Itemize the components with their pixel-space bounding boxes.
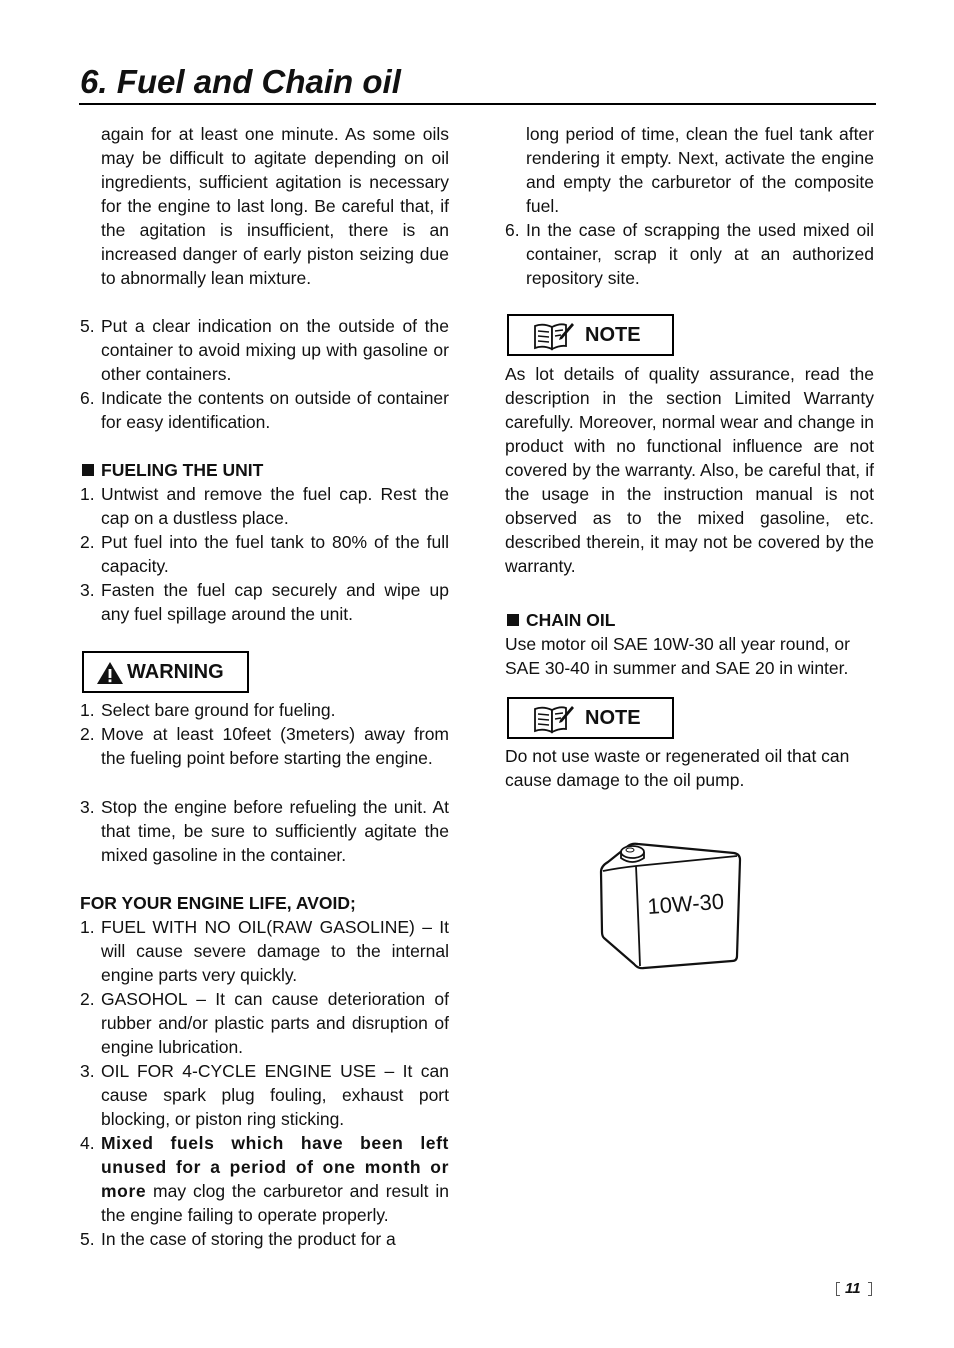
fueling-heading (80, 458, 449, 482)
list-text: In the case of storing the product for a (101, 1229, 396, 1249)
note-paragraph: Do not use waste or regenerated oil that can cause damage to the oil pump. (505, 746, 850, 790)
list-text: Select bare ground for fueling. (101, 700, 336, 720)
list-number: 6. (505, 220, 520, 240)
intro-paragraph: again for at least one minute. As some oils may be difficult to agitate depending on oil ingredients, sufficient agitation is necessary for the engine to last long. Be careful that, if the agitation is insufficient, there is an increased danger of early piston seizing due to abnormally lean mixture. (101, 124, 449, 288)
list-text: Put a clear indication on the outside of the container to avoid mixing up with gasoline or other containers. (101, 316, 449, 384)
oil-container-icon (598, 840, 744, 974)
list-text: Move at least 10feet (3meters) away from the fueling point before starting the engine. (101, 724, 449, 768)
note-book-pencil-icon (533, 321, 575, 356)
heading-text: CHAIN OIL (526, 610, 616, 630)
heading-text: FUELING THE UNIT (101, 460, 264, 480)
list-text: may clog the carburetor and result in the engine failing to operate properly. (101, 1181, 449, 1225)
list-item (80, 795, 449, 867)
list-number: 3. (80, 580, 95, 600)
list-number: 5. (80, 316, 95, 336)
list-text: OIL FOR 4-CYCLE ENGINE USE – It can cause spark plug fouling, exhaust port blocking, or piston ring sticking. (101, 1061, 449, 1129)
list-number: 2. (80, 724, 95, 744)
list-text: Put fuel into the fuel tank to 80% of the full capacity. (101, 532, 449, 576)
list-item (80, 987, 449, 1059)
chain-oil-paragraph: Use motor oil SAE 10W-30 all year round, or SAE 30-40 in summer and SAE 20 in winter. (505, 634, 850, 678)
list-number: 2. (80, 989, 95, 1009)
page-number (834, 1279, 874, 1299)
page-number-text: 11 (845, 1280, 861, 1297)
warning-triangle-icon (96, 661, 124, 690)
list-text: Indicate the contents on outside of container for easy identification. (101, 388, 449, 432)
avoid-heading: FOR YOUR ENGINE LIFE, AVOID; (80, 893, 356, 913)
left-column (80, 0, 449, 1348)
list-number: 5. (80, 1229, 95, 1249)
list-item (80, 386, 449, 434)
note-box (507, 697, 674, 739)
chain-oil-heading (505, 608, 874, 632)
list-item (80, 722, 449, 770)
list-item (505, 218, 874, 290)
list-number: 3. (80, 1061, 95, 1081)
oil-grade-label: 10W-30 (646, 888, 725, 919)
continued-paragraph: long period of time, clean the fuel tank after rendering it empty. Next, activate the engine and empty the carburetor of the composite fuel. (526, 124, 874, 216)
right-column (505, 0, 874, 1348)
left-bracket (836, 1282, 840, 1296)
list-number: 6. (80, 388, 95, 408)
page-title: 6. Fuel and Chain oil (80, 63, 401, 100)
list-item (80, 1227, 449, 1251)
list-text: In the case of scrapping the used mixed oil container, scrap it only at an authorized repository site. (526, 220, 874, 288)
square-bullet-icon (507, 614, 519, 626)
list-item (80, 482, 449, 530)
right-bracket (868, 1282, 872, 1296)
list-number: 4. (80, 1133, 95, 1153)
list-item (80, 915, 449, 987)
list-text: GASOHOL – It can cause deterioration of rubber and/or plastic parts and disruption of engine lubrication. (101, 989, 449, 1057)
list-number: 1. (80, 700, 95, 720)
warning-box (82, 651, 249, 693)
note-box (507, 314, 674, 356)
list-number: 3. (80, 797, 95, 817)
list-text: Stop the engine before refueling the unit. At that time, be sure to sufficiently agitate the mixed gasoline in the container. (101, 797, 449, 865)
list-item (80, 578, 449, 626)
note-label: NOTE (585, 324, 641, 346)
list-item (80, 1131, 449, 1227)
list-item (80, 314, 449, 386)
list-item (80, 1059, 449, 1131)
list-number: 1. (80, 484, 95, 504)
note-label: NOTE (585, 707, 641, 729)
list-number: 1. (80, 917, 95, 937)
note-book-pencil-icon (533, 704, 575, 739)
warning-label: WARNING (127, 661, 224, 683)
list-number: 2. (80, 532, 95, 552)
list-text: Untwist and remove the fuel cap. Rest the cap on a dustless place. (101, 484, 449, 528)
note-paragraph: As lot details of quality assurance, read the description in the section Limited Warranty carefully. Moreover, normal wear and change in product with no functional influence are not covered by the warranty. Also, be careful that, if the usage in the instruction manual is not observed as to the mixed gasoline, etc. described therein, it may not be covered by the warranty. (505, 364, 874, 576)
square-bullet-icon (82, 464, 94, 476)
list-item (80, 530, 449, 578)
list-text: Fasten the fuel cap securely and wipe up any fuel spillage around the unit. (101, 580, 449, 624)
list-text-bold: Mixed fuels which have been left unused for a period of one month or more (101, 1133, 449, 1201)
list-text: FUEL WITH NO OIL(RAW GASOLINE) – It will cause severe damage to the internal engine parts very quickly. (101, 917, 449, 985)
list-item (80, 698, 449, 722)
